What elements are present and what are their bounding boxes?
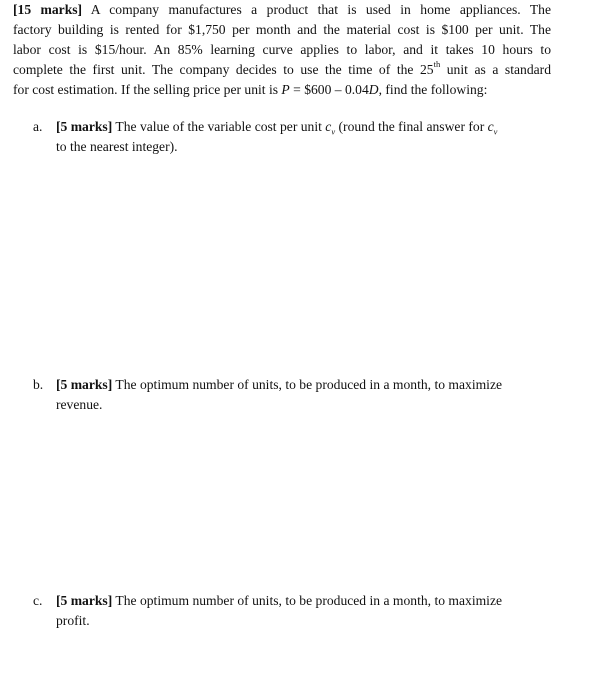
price-equation: = $600 – 0.04 bbox=[289, 82, 369, 97]
question-c-text: The optimum number of units, to be produced in a month, to maximize bbox=[112, 593, 503, 608]
problem-line-4-tail: unit as a standard bbox=[440, 62, 551, 77]
problem-line-5-text: for cost estimation. If the selling price per unit is bbox=[13, 82, 282, 97]
problem-line-4 bbox=[13, 60, 551, 80]
question-c-letter: c. bbox=[33, 593, 43, 608]
question-c-body bbox=[56, 591, 549, 631]
question-a-letter: a. bbox=[33, 119, 43, 134]
question-c-line-2: profit. bbox=[56, 613, 90, 628]
question-a-text: The value of the variable cost per unit bbox=[112, 119, 326, 134]
problem-line-5-tail: , find the following: bbox=[378, 82, 488, 97]
question-a-text-2: (round the final answer for bbox=[335, 119, 488, 134]
problem-line-1-text: A company manufactures a product that is used in home appliances. The bbox=[82, 2, 551, 17]
question-b bbox=[33, 375, 549, 415]
problem-line-3: labor cost is $15/hour. An 85% learning curve applies to labor, and it takes 10 hours to bbox=[13, 42, 551, 57]
question-c bbox=[33, 591, 549, 631]
question-a-body bbox=[56, 117, 549, 157]
question-b-letter: b. bbox=[33, 377, 44, 392]
problem-line-2: factory building is rented for $1,750 per month and the material cost is $100 per unit. The bbox=[13, 22, 551, 37]
cv-symbol-2: c bbox=[487, 119, 494, 134]
cv-subscript: v bbox=[331, 126, 336, 137]
cv-symbol: c bbox=[325, 119, 332, 134]
problem-statement bbox=[13, 0, 551, 100]
problem-marks: [15 marks] bbox=[13, 2, 83, 17]
price-variable: P bbox=[281, 82, 290, 97]
question-b-text: The optimum number of units, to be produced in a month, to maximize bbox=[112, 377, 503, 392]
question-a-marks: [5 marks] bbox=[56, 119, 113, 134]
question-b-body bbox=[56, 375, 549, 415]
cv-subscript-2: v bbox=[493, 126, 498, 137]
question-a-line-2: to the nearest integer). bbox=[56, 139, 178, 154]
question-c-marks: [5 marks] bbox=[56, 593, 113, 608]
ordinal-suffix: th bbox=[433, 59, 441, 70]
problem-line-5 bbox=[13, 80, 551, 100]
question-b-marks: [5 marks] bbox=[56, 377, 113, 392]
problem-line-4-text: complete the first unit. The company decides to use the time of the 25 bbox=[13, 62, 434, 77]
question-b-line-2: revenue. bbox=[56, 397, 103, 412]
problem-line-1 bbox=[13, 0, 551, 20]
demand-variable: D bbox=[368, 82, 379, 97]
question-a bbox=[33, 117, 549, 157]
